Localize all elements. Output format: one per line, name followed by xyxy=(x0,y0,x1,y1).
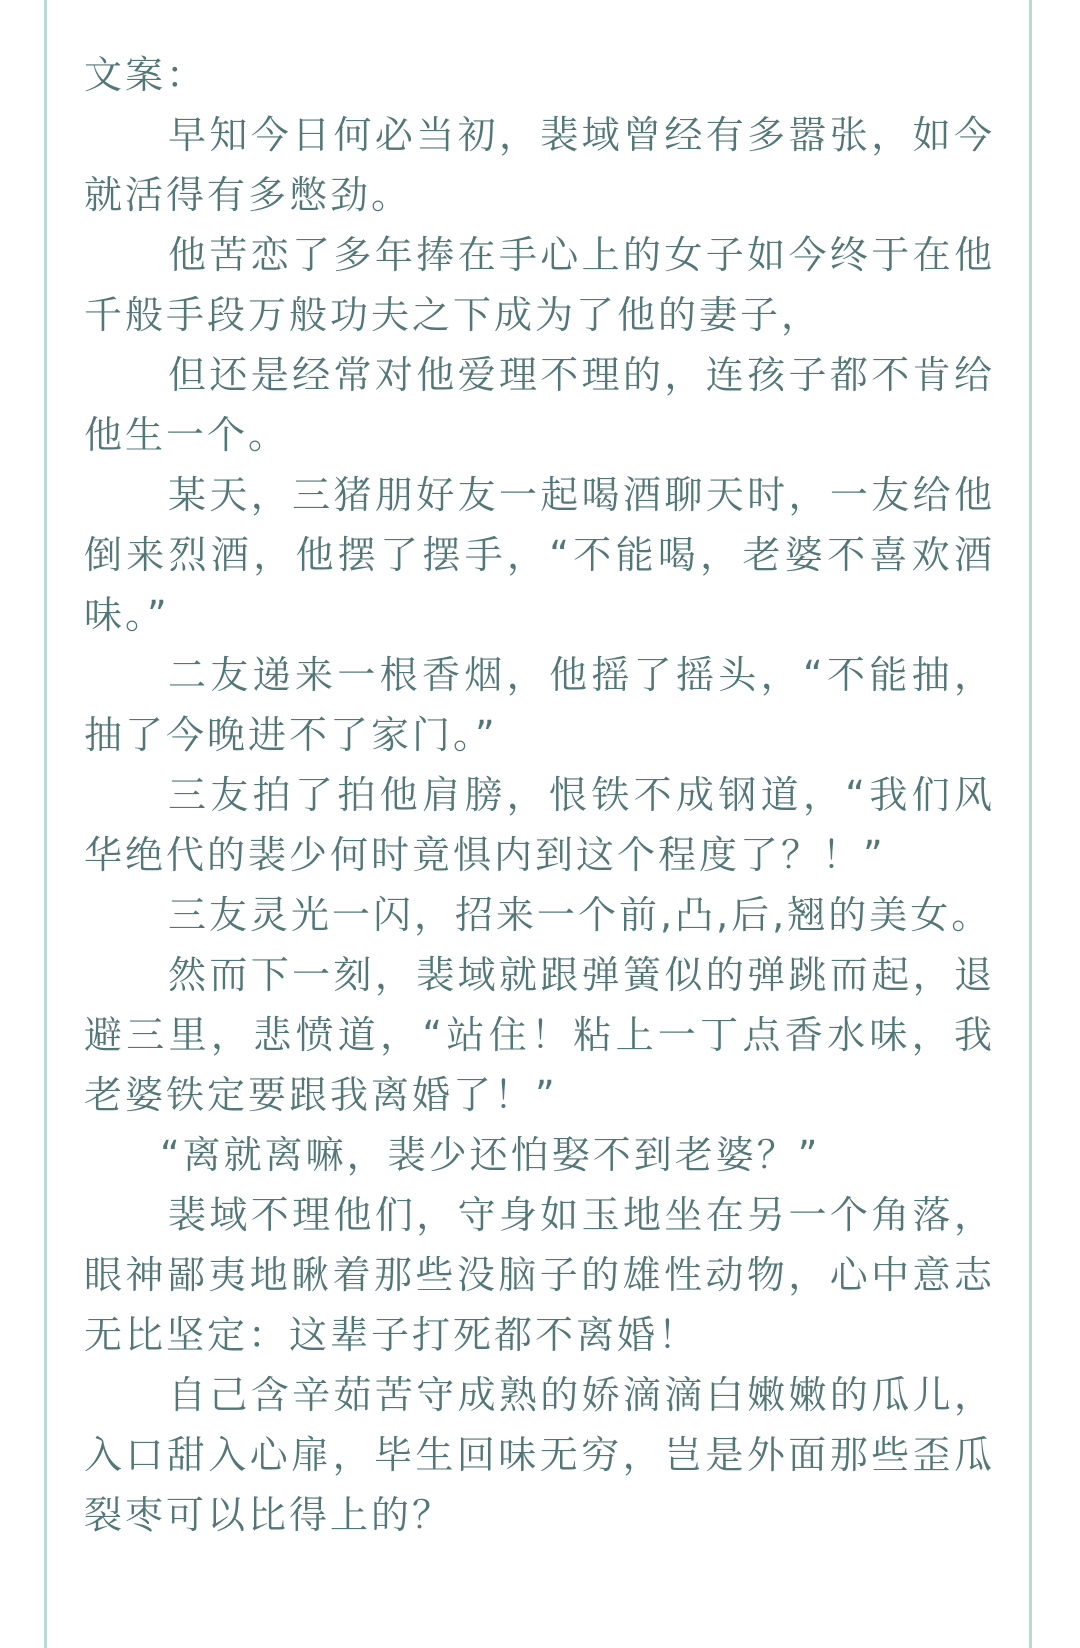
heading: 文案： xyxy=(84,53,208,97)
article-body xyxy=(84,45,995,1545)
paragraph: 裴域不理他们，守身如玉地坐在另一个角落，眼神鄙夷地瞅着那些没脑子的雄性动物，心中意志无比坚定：这辈子打死都不离婚！ xyxy=(84,1193,995,1357)
paragraph: 三友灵光一闪，招来一个前,凸,后,翘的美女。 xyxy=(168,893,993,937)
paragraph: 他苦恋了多年捧在手心上的女子如今终于在他千般手段万般功夫之下成为了他的妻子， xyxy=(84,233,995,337)
paragraph: 早知今日何必当初，裴域曾经有多嚣张，如今就活得有多憋劲。 xyxy=(84,113,995,217)
paragraph: 二友递来一根香烟，他摇了摇头，“不能抽，抽了今晚进不了家门。” xyxy=(84,653,995,757)
paragraph: 但还是经常对他爱理不理的，连孩子都不肯给他生一个。 xyxy=(84,353,995,457)
paragraph: 然而下一刻，裴域就跟弹簧似的弹跳而起，退避三里，悲愤道，“站住！粘上一丁点香水味，我老婆铁定要跟我离婚了！” xyxy=(84,953,995,1117)
paragraph: 自己含辛茹苦守成熟的娇滴滴白嫩嫩的瓜儿，入口甜入心扉，毕生回味无穷，岂是外面那些歪瓜裂枣可以比得上的？ xyxy=(84,1373,995,1537)
paragraph: 某天，三猪朋好友一起喝酒聊天时，一友给他倒来烈酒，他摆了摆手，“不能喝，老婆不喜欢酒味。” xyxy=(84,473,995,637)
paragraph: “离就离嘛，裴少还怕娶不到老婆？” xyxy=(160,1133,821,1177)
paragraph: 三友拍了拍他肩膀，恨铁不成钢道，“我们风华绝代的裴少何时竟惧内到这个程度了？！” xyxy=(84,773,995,877)
